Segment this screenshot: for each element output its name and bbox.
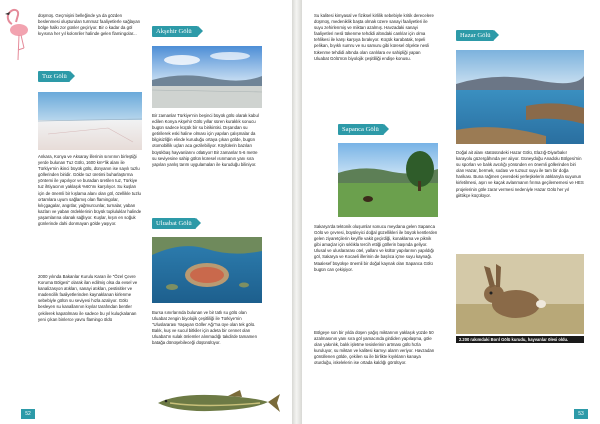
right-page-number: 53: [574, 409, 588, 419]
tuz-golu-photo: [38, 92, 142, 150]
ulubat-golu-heading: Uluabat Gölü: [152, 218, 196, 229]
rabbit-photo-caption: 2.200 rakımdaki Borıl Gölü kurudu, hayvanlar ölesi oldu.: [456, 336, 584, 343]
tuz-golu-text: Ankara, Konya ve Aksaray illerinin sınırının birleştiği yerde bulunan Tuz Gölü, 1600 km²'lik alanı ile Türkiye'nin ikinci büyük gölü, dünyanın ise sayılı tuzlu göllerinden biridir. Gölde tuz üretimi buharlaştırma yöntemi ile yapılıyor ve buradan üretilen tuz, Türkiye tuz ihtiyacının yaklaşık %60'ını karşılıyor. Su kuşları için de önemli bir kışlama alanı olan göl, özellikle tuzlu ortamlara uyum sağlamış olan flamingolar, kılıçgagalar, angıtlar, yağmurcunlar, turnalar, yaban kazları ve yaban ördeklerinin büyük topluluklar halinde yaşamlarına olanak sağlıyor. Kuşlar, kışın en soğuk günlerinde dahi donmayan gölde yaşıyor.: [38, 154, 142, 227]
aksehir-golu-photo: [152, 46, 262, 108]
left-intro-text: düşmüş. Geçmişini belleğinde ya da gözden beslenmesi oluşturulan turnmaz faaliyetlerle sağlayan bölge halkı zor günler geçiriyor. Bir o kadar da göl kıyısına her yıl kolonriler halinde gelen flamingolar...: [38, 13, 140, 37]
sapanca-golu-text-2: Bölgeye son bir yılda düşen yağış miktarının yaklaşık yüzde 50 azalmasının yanı sıra göl yamacında girdiden yapılaşma, göle olan yakınlık, balık işletme tesislerinin artması gölü hızla kuruluyor, su miktarı ve kalitesi karnıyı alarm veriyor. Havzadan gönüllenen gölde, çekilen su ile birlikte kıyıkların kanaya oturduğu, iskelelerin ise ortada kaldığı görülüyor.: [314, 330, 435, 366]
sapanca-golu-text: Sakarya'da tektonik oluşumlar sonucu meydana gelen Sapanca Gölü ve çevresi, büyüleyici doğal güzellikleri ile büyük kentlerden gelen ziyaretçilerin keyifle vakit geçirdiği, konaklama ve piknik gibi amaçlar için sıklıkla tercih ettiği göllerin başında geliyor. Ulusal ve uluslararası otel, yallanı ve kültür yapılarının yapıldığı göl, Sakarya ve Kocaeli illerinin de başlıca içme suyu kaynağı. Maalesef büyükşe önemli bir doğal kaynak olan Sapanca Gölü bugün can çekişiyor.: [314, 224, 438, 272]
hazar-golu-photo: [456, 50, 584, 144]
sapanca-golu-photo: [338, 143, 438, 217]
tuz-golu-text-2: 2000 yılında Bakanlar Kurulu Kararı ile "Özel Çevre Koruma Bölgesi" olarak ilan edilmiş olsa da evsel ve kanalizasyon atıkları, sanayi atıkları, pestisitler ve madencilik faaliyetlerinden kaynaklanan kirlenme sebebiyle gölün su seviyesi hızla azalıyor. Gölü besleyen su kanallarının kıyılar tarafından bentler çekilerek kapatılması ile sadece bu yıl kuluçkalanan yeni çıkan binlerce yavru flamingo öldü: [38, 274, 138, 322]
ulubat-golu-text: Bursa sınırlarında bulunan ve bir tatlı su gölü olan Uluabat zengin biyolojik çeşitliliği ile Türkiye'nin "Uluslararası Yaşayan Göller Ağı"na üye olan tek gölü. Balık, kuş ve sucul bitkiler için adeta bir cennet olan Uluabat'ın sulak önlemler alınmadığı takdirde tamamen batağa dönüşebileceği düşünülüyor.: [152, 310, 257, 346]
tuz-golu-heading: Tuz Gölü: [38, 71, 70, 82]
book-gutter: [292, 0, 302, 424]
rabbit-photo: [456, 254, 584, 334]
flamingo-illustration: [2, 2, 38, 62]
ulubat-golu-photo: [152, 237, 262, 303]
aksehir-golu-text: Bir zamanlar Türkiye'nin beşinci büyük gölü olarak kabul edilen Konya Akşehir Gölü yıllar süren kuraklık sonucu bugün sadece küçük bir su birikintisi. Dışarıdan su getirilerek eski haline olması için yapılan çalışmalar da bilgisizliğin elinde kuruduğu ortaya çıkan gölde, bugün otomobillik uçları aca gezilebiliyor. Köylülerin bazıları büyükbaş hayvanlarını otlatıyor! Bir zamanlar 5-6 metre su seviyesine sahip gölün küresel ısınmanın yanı sıra yapılan yanlış tarım uygulamaları ile kuruduğu biliniyor.: [152, 113, 259, 167]
left-page: [0, 0, 292, 424]
aksehir-golu-heading: Akşehir Gölü: [152, 26, 198, 37]
right-page: [302, 0, 600, 424]
pike-fish-illustration: [150, 388, 282, 418]
left-page-number: 52: [21, 409, 35, 419]
right-intro-text: Su kalitesi kimyasal ve fiziksel kirlilik sebebiyle kritik derecelere düşmüş, medeniklik başta olmak üzere sanayi faaliyetleri ile suyu zehirlenmiş ve miktarı azalmış. Havzadaki sanayi faaliyetleri nesli tükenme tehdidi altındaki canlılar için olma tehlikesi ile karşı karşıya bırakıyor. Küçük karabatak, tepeli pelikan, bıyıklı sumru ve su samuru gibi küresel ölçekte nesli tükenme tehdidi altında olan canlılara ev sahipliği yapan Uluabat Gölü'nün biyolojik çeşitliliği endişe konusu.: [314, 13, 434, 61]
hazar-golu-heading: Hazar Gölü: [456, 30, 494, 41]
hazar-golu-text: Doğal ait alanı statüsündeki Hazar Gölü, Elazığ-Diyarbakır karayolu güzergâhında yer alıyor. Güneydoğu Anadolu Bölgesi'nin su sporları ve balık avcılığı yönünden en önemli göllerinden biri olan Hazar, bermek, sodası ve tuzsuz suyu ile tam bir doğa harikası. Buna rağmen çevredeki yerleşkelerin atıklarıyla suyunun kirletilmesi, aşırı ve kaçak avlanmanın fırıma geçilememesi ve HES projelerinin göle zarar vermesi nedeniyle Hazar Gölü her yıl giittikçe küçülüyor.: [456, 150, 584, 198]
sapanca-golu-heading: Sapanca Gölü: [338, 124, 384, 135]
